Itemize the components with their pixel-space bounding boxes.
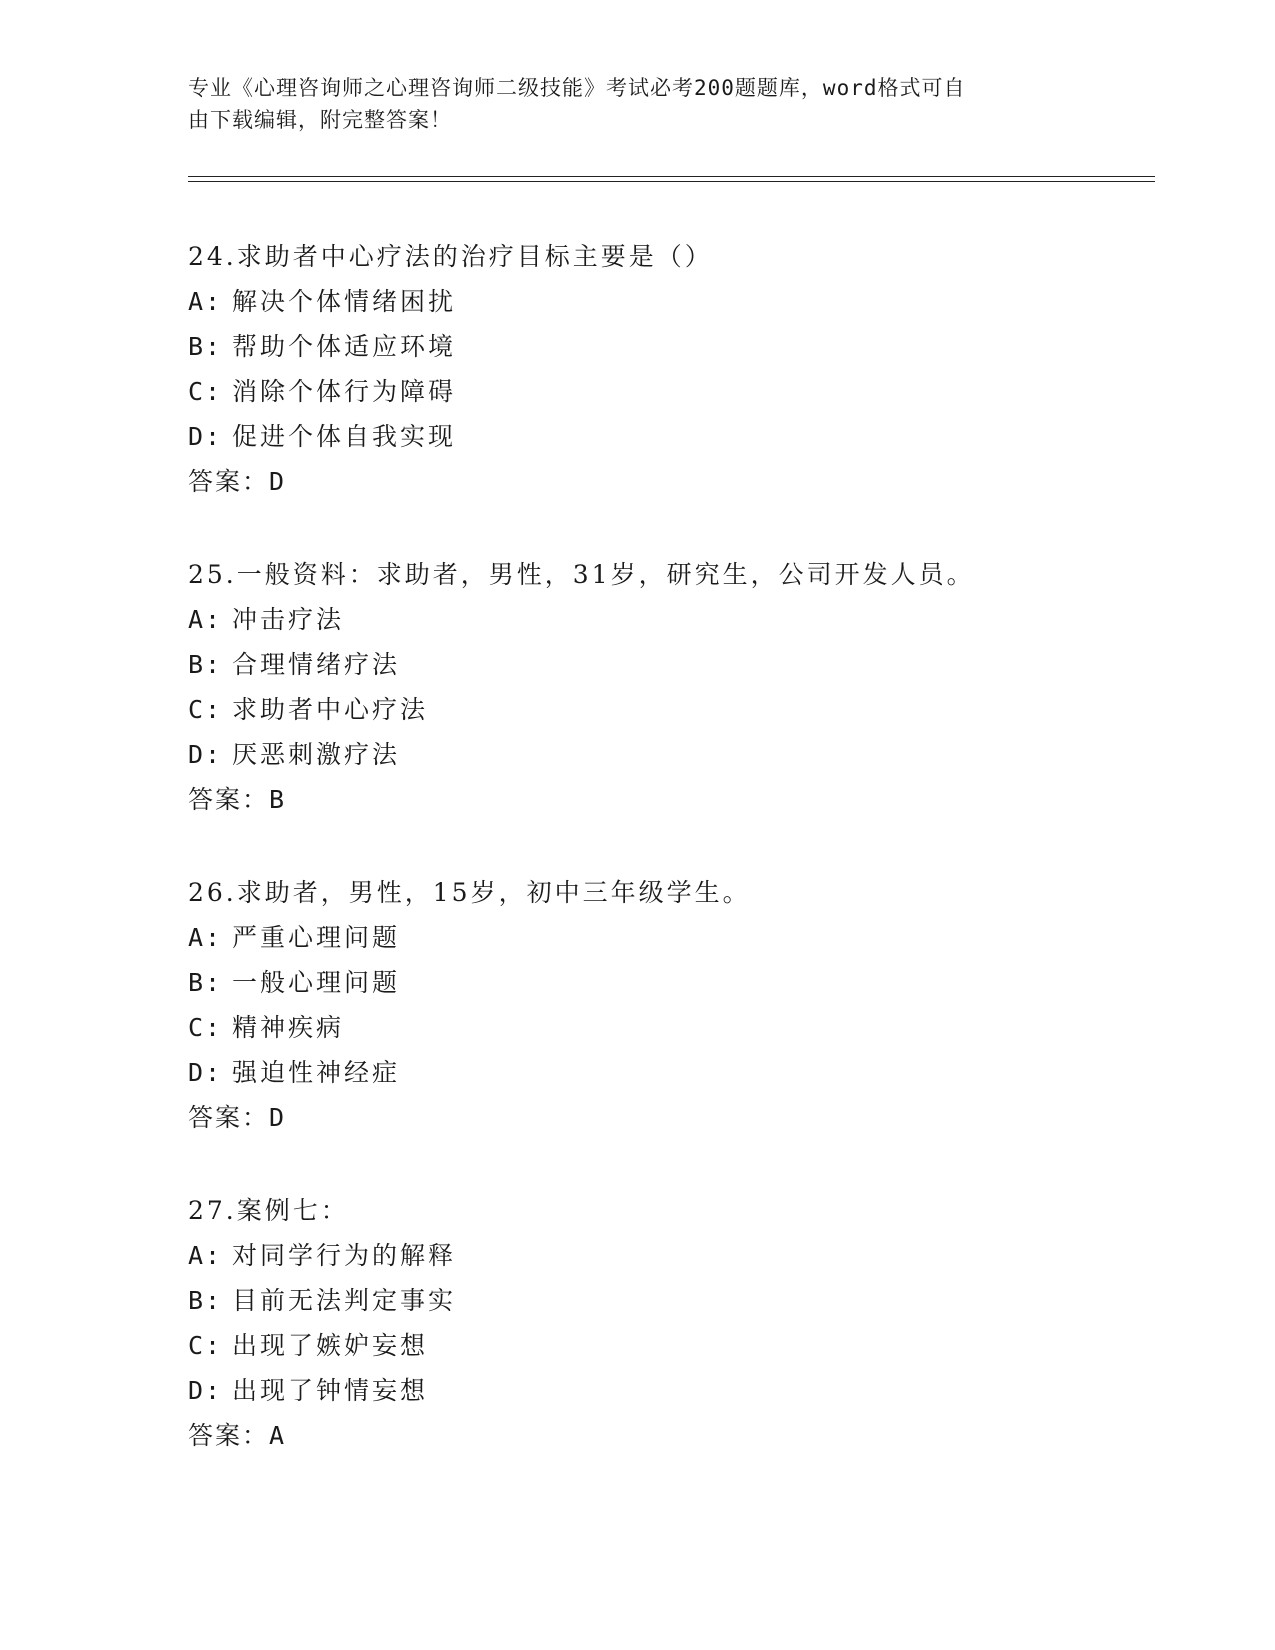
header-line-2: 由下载编辑，附完整答案！ [188,108,452,132]
option-b [188,642,1148,687]
option-a [188,597,1148,642]
option-letter: A: [188,923,223,952]
answer-line [188,777,1148,822]
option-letter: D: [188,1376,223,1405]
option-a [188,279,1148,324]
option-d [188,732,1148,777]
option-text: 出现了钟情妄想 [232,1376,429,1405]
option-letter: C: [188,377,223,406]
option-letter: D: [188,1058,223,1087]
question-stem: 26.求助者，男性，15岁，初中三年级学生。 [188,878,751,907]
question-stem: 27.案例七： [188,1196,349,1225]
option-c [188,1323,1148,1368]
answer-label: 答案： [188,1103,270,1132]
question-stem: 24.求助者中心疗法的治疗目标主要是（） [188,242,713,271]
option-text: 冲击疗法 [232,605,345,634]
option-c [188,369,1148,414]
answer-line [188,1095,1148,1140]
option-d [188,1050,1148,1095]
question-26 [188,870,1148,1140]
answer-value: D [269,467,287,496]
option-letter: A: [188,1241,223,1270]
option-a [188,1233,1148,1278]
option-letter: A: [188,287,223,316]
option-text: 促进个体自我实现 [232,422,457,451]
option-letter: B: [188,332,223,361]
option-text: 解决个体情绪困扰 [232,287,457,316]
option-letter: C: [188,1013,223,1042]
option-letter: B: [188,968,223,997]
option-text: 强迫性神经症 [232,1058,401,1087]
option-d [188,1368,1148,1413]
option-text: 严重心理问题 [232,923,401,952]
answer-value: B [269,785,287,814]
option-text: 合理情绪疗法 [232,650,401,679]
option-letter: C: [188,1331,223,1360]
document-header [188,72,1088,136]
option-d [188,414,1148,459]
option-text: 消除个体行为障碍 [232,377,457,406]
header-line-1: 专业《心理咨询师之心理咨询师二级技能》考试必考200题题库，word格式可自 [188,76,966,100]
option-letter: D: [188,740,223,769]
option-text: 目前无法判定事实 [232,1286,457,1315]
option-letter: A: [188,605,223,634]
question-24 [188,234,1148,504]
answer-label: 答案： [188,785,270,814]
option-a [188,915,1148,960]
option-c [188,1005,1148,1050]
answer-value: A [269,1421,287,1450]
option-b [188,1278,1148,1323]
answer-line [188,459,1148,504]
option-c [188,687,1148,732]
option-letter: C: [188,695,223,724]
answer-label: 答案： [188,1421,270,1450]
option-text: 一般心理问题 [232,968,401,997]
option-text: 对同学行为的解释 [232,1241,457,1270]
header-divider-bottom [188,181,1155,182]
question-stem: 25.一般资料：求助者，男性，31岁，研究生，公司开发人员。 [188,560,975,589]
question-27 [188,1188,1148,1458]
option-b [188,324,1148,369]
option-b [188,960,1148,1005]
answer-value: D [269,1103,287,1132]
option-letter: B: [188,1286,223,1315]
option-text: 出现了嫉妒妄想 [232,1331,429,1360]
question-25 [188,552,1148,822]
header-divider-top [188,176,1155,177]
answer-line [188,1413,1148,1458]
option-text: 帮助个体适应环境 [232,332,457,361]
option-letter: D: [188,422,223,451]
option-text: 精神疾病 [232,1013,345,1042]
option-text: 厌恶刺激疗法 [232,740,401,769]
option-text: 求助者中心疗法 [232,695,429,724]
option-letter: B: [188,650,223,679]
answer-label: 答案： [188,467,270,496]
